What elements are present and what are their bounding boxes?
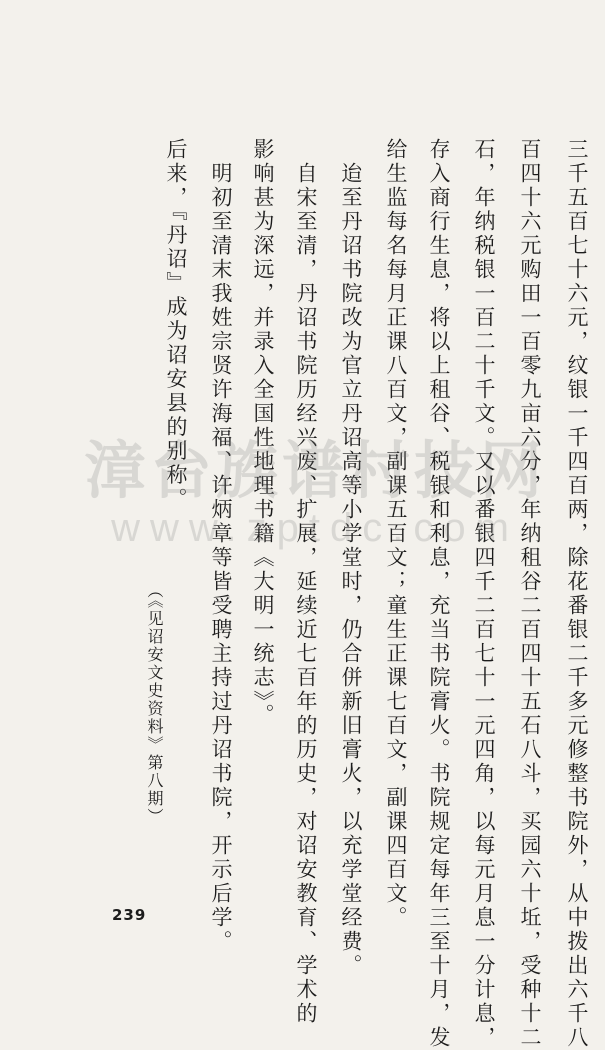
text-column-4: 存入商行生息，将以上租谷、税银和利息，充当书院膏火。书院规定每年三至十月，发 (427, 138, 451, 1050)
text-column-8: 影响甚为深远，并录入全国性地理书籍《大明一统志》。 (251, 138, 275, 728)
text-column-1: 三千五百七十六元，纹银一千四百两，除花番银二千多元修整书院外，从中拨出六千八 (565, 138, 589, 1050)
text-column-2: 百四十六元购田一百零九亩六分，年纳租谷二百四十五石八斗，买园六十坵，受种十二 (518, 138, 542, 1050)
text-column-5: 给生监每名每月正课八百文，副课五百文；童生正课七百文，副课四百文。 (384, 138, 408, 930)
watermark-text: 漳台族谱村技网 (83, 434, 546, 507)
text-column-10: 后来，『丹诏』成为诏安县的别称。 (164, 138, 188, 512)
text-column-3: 石，年纳税银一百二十千文。又以番银四千二百七十一元四角，以每元月息一分计息， (472, 138, 496, 1050)
text-column-9: 明初至清末我姓宗贤许海福、许炳章等皆受聘主持过丹诏书院，开示后学。 (209, 162, 233, 954)
text-column-6: 迨至丹诏书院改为官立丹诏高等小学堂时，仍合併新旧膏火，以充学堂经费。 (339, 162, 363, 978)
citation: （《见诏安文史资料》第八期） (145, 582, 164, 826)
text-column-7: 自宋至清，丹诏书院历经兴废、扩展，延续近七百年的历史，对诏安教育、学术的 (294, 162, 318, 1026)
watermark-url: www.zptdc.com (111, 506, 519, 550)
page-number: 239 (112, 906, 147, 924)
